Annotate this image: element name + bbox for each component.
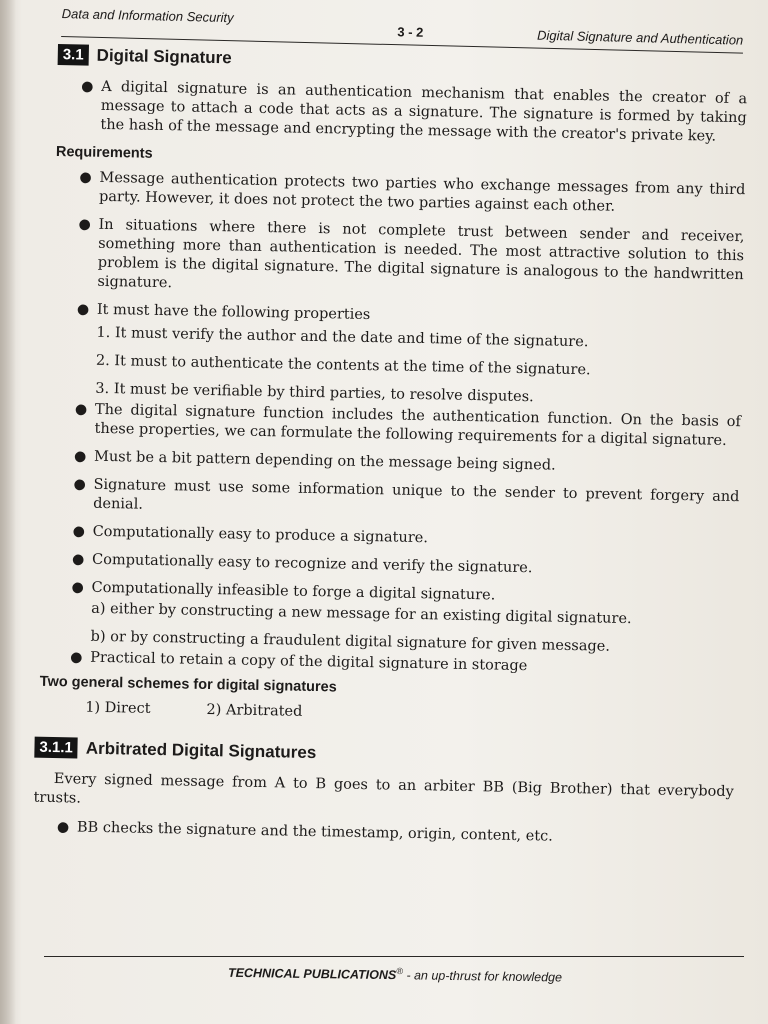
scheme-direct: 1) Direct <box>85 699 151 717</box>
bullet-dot-icon: ● <box>81 78 94 95</box>
bullet-text: Must be a bit pattern depending on the message being signed. <box>93 448 556 474</box>
forgery-case-item: a) either by constructing a new message for an existing digital signature. <box>91 600 632 628</box>
list-item <box>48 550 738 582</box>
scheme-arbitrated: 2) Arbitrated <box>206 701 303 720</box>
header-book-title: Data and Information Security <box>61 5 234 26</box>
registered-mark: ® <box>396 966 404 977</box>
list-item <box>55 168 746 219</box>
bullet-dot-icon: ● <box>71 579 84 596</box>
bullet-text: Practical to retain a copy of the digital signature in storage <box>90 649 528 675</box>
schemes-heading: Two general schemes for digital signatures <box>39 673 337 696</box>
bullet-dot-icon: ● <box>56 819 70 836</box>
property-item: 2. It must to authenticate the contents at the time of the signature. <box>95 352 591 379</box>
property-item: 3. It must be verifiable by third parties, to resolve disputes. <box>95 380 534 406</box>
bullet-text: BB checks the signature and the timestamp, origin, content, etc. <box>76 819 554 845</box>
bullet-dot-icon: ● <box>78 216 91 233</box>
header-chapter-title: Digital Signature and Authentication <box>536 27 744 48</box>
requirements-heading: Requirements <box>55 143 153 162</box>
forgery-case-item: b) or by constructing a fraudulent digital signature for given message. <box>90 628 611 655</box>
subsection-number-badge: 3.1.1 <box>34 737 78 759</box>
header-page-number: 3 - 2 <box>397 24 424 40</box>
bullet-text: Computationally easy to recognize and verify the signature. <box>91 551 533 577</box>
list-item <box>50 447 740 479</box>
bullet-dot-icon: ● <box>73 448 87 465</box>
list-item <box>53 215 744 304</box>
list-item <box>49 475 740 526</box>
bullet-dot-icon: ● <box>79 169 92 186</box>
bullet-text: A digital signature is an authentication mechanism that enables the creator of a message to attach a code that acts as a signature. The signature is formed by taking the hash of the message and encrypting the message with the creator's private key. <box>100 78 748 145</box>
page-edge-shadow <box>0 0 16 1024</box>
bullet-text: It must have the following properties <box>96 301 371 324</box>
bullet-dot-icon: ● <box>70 649 83 666</box>
subsection-title: Arbitrated Digital Signatures <box>85 738 317 763</box>
bullet-text: Signature must use some information unique to the sender to prevent forgery and denial. <box>93 476 740 513</box>
footer-rule <box>44 956 744 957</box>
subsection-heading <box>34 737 734 771</box>
section-title: Digital Signature <box>96 45 232 68</box>
page-body <box>33 44 748 859</box>
bullet-dot-icon: ● <box>73 476 86 493</box>
bullet-text: In situations where there is not complete trust between sender and receiver, something more than authentication is needed. The most attractive solution to this problem is the digital signature. The digital signature is analogous to the handwritten signature. <box>97 216 745 292</box>
bullet-text: Computationally easy to produce a signature. <box>92 523 429 547</box>
footer-tagline: - an up-thrust for knowledge <box>402 968 563 985</box>
property-item: 1. It must verify the author and the date and time of the signature. <box>96 324 589 351</box>
section-number-badge: 3.1 <box>58 44 89 66</box>
bullet-dot-icon: ● <box>76 301 90 318</box>
footer-publisher: TECHNICAL PUBLICATIONS <box>227 965 397 983</box>
list-item <box>48 522 738 554</box>
list-item <box>33 818 733 850</box>
bullet-dot-icon: ● <box>74 401 88 418</box>
footer <box>228 964 562 985</box>
bullet-text: Computationally infeasible to forge a digital signature. <box>91 579 496 604</box>
bullet-text: Message authentication protects two parties who exchange messages from any third party. However, it does not protect the two parties against each other. <box>98 169 746 215</box>
subsection-paragraph: Every signed message from A to B goes to an arbiter BB (Big Brother) that everybody trusts. <box>33 771 734 807</box>
bullet-text: The digital signature function includes the authentication function. On the basis of these properties, we can formulate the following requirements for a digital signature. <box>94 401 742 449</box>
bullet-dot-icon: ● <box>71 551 85 568</box>
bullet-dot-icon: ● <box>72 523 86 540</box>
intro-bullet <box>56 77 747 147</box>
